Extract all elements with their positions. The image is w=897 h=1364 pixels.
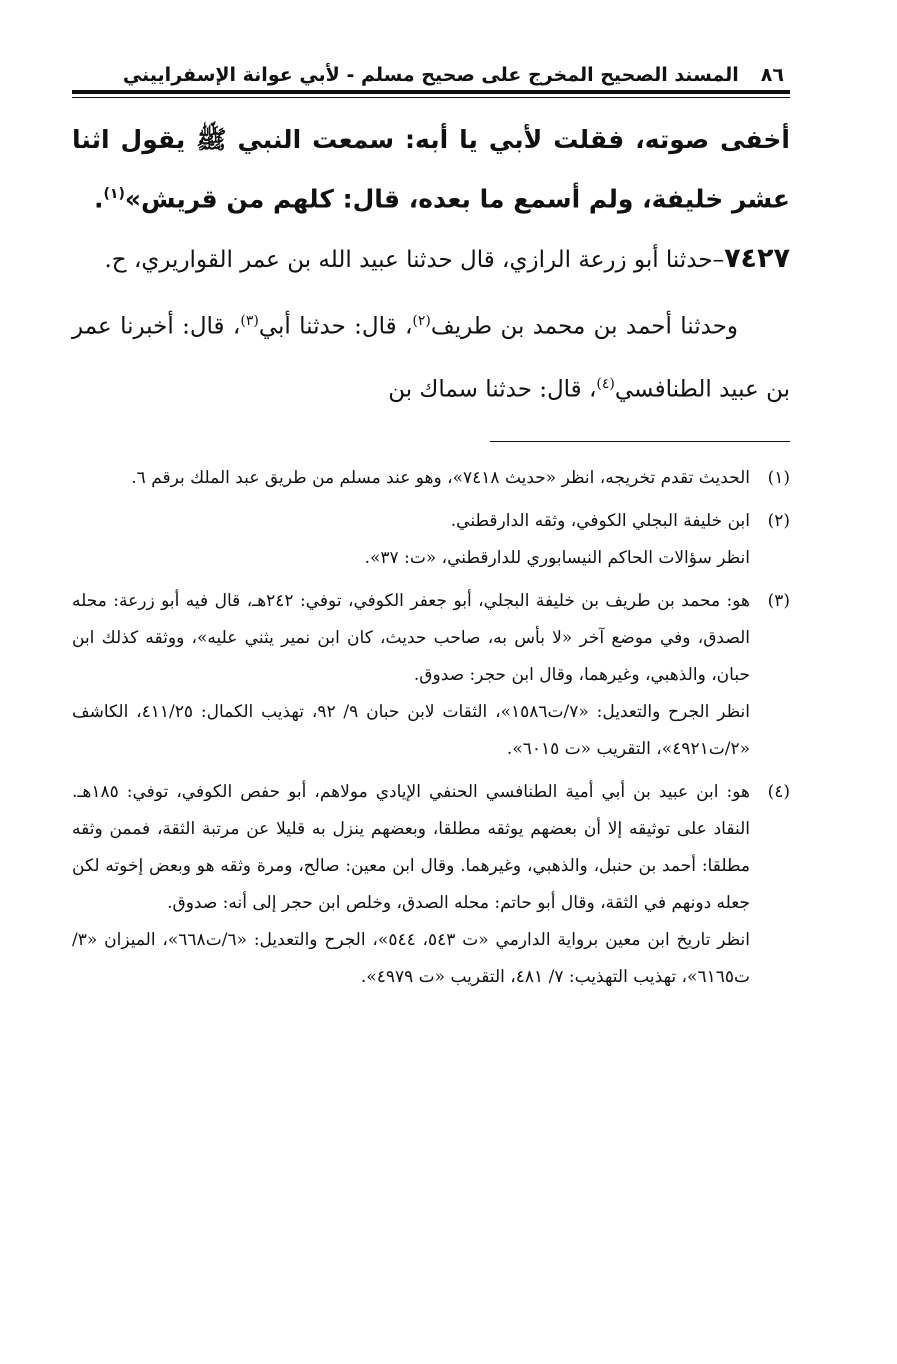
footnote-text: انظر تاريخ ابن معين برواية الدارمي «ت ٥٤٣، ٥٤٤»، الجرح والتعديل: «٦/ت٦٦٨»، الميزان «٣/ت٦١٦٥»، تهذيب التهذيب: ٧/ ٤٨١، التقريب «ت ٤٩٧٩». — [72, 929, 751, 987]
footnote-text: هو: محمد بن طريف بن خليفة البجلي، أبو جعفر الكوفي، توفي: ٢٤٢هـ، قال فيه أبو زرعة: محله الصدق، وفي موضع آخر «لا بأس به، صاحب حديث، كان ابن نمير يثني عليه»، ووثقه كذلك ابن حبان، والذهبي، وغيرهما، وقال ابن حجر: صدوق. — [72, 590, 750, 685]
book-title: المسند الصحيح المخرج على صحيح مسلم - لأبي عوانة الإسفراييني — [122, 64, 739, 86]
footnote-text: انظر الجرح والتعديل: «٧/ت١٥٨٦»، الثقات لابن حبان ٩/ ٩٢، تهذيب الكمال: ٤١١/٢٥، الكاشف «٢/ت٤٩٢١»، التقريب «ت ٦٠١٥». — [72, 701, 750, 759]
header-rule-thick — [72, 90, 790, 94]
main-text — [72, 112, 790, 419]
footnote — [72, 774, 790, 996]
footnote-ref-4: (٤) — [596, 375, 615, 392]
footnote-ref-3: (٣) — [240, 313, 259, 330]
footnote-ref-1: (١) — [103, 186, 125, 202]
footnote — [72, 503, 790, 577]
footnote — [72, 583, 790, 768]
footnotes — [72, 460, 790, 996]
hadith-continuation: أخفى صوته، فقلت لأبي يا أبه: سمعت النبي ﷺ يقول اثنا عشر خليفة، ولم أسمع ما بعده، قال: كلهم من قريش»$^{(١)}$. — [72, 125, 790, 214]
hadith-paragraph — [72, 230, 790, 289]
footnote-number: (٢) — [767, 510, 790, 531]
page-number: ٨٦ — [760, 64, 784, 86]
isnad-paragraph: وحدثنا أحمد بن محمد بن طريف$^{(٢)}$، قال: حدثنا أبي$^{(٣)}$، قال: أخبرنا عمر بن عبيد الطنافسي$^{(٤)}$، قال: حدثنا سماك بن — [72, 313, 790, 403]
footnote-number: (٣) — [767, 590, 790, 611]
footnote-ref-2: (٢) — [412, 313, 431, 330]
footnote-number: (١) — [767, 467, 790, 488]
footnote-text: انظر سؤالات الحاكم النيسابوري للدارقطني، «ت: ٣٧». — [364, 547, 750, 568]
header-rule-thin — [72, 97, 790, 98]
footnote-text: ابن خليفة البجلي الكوفي، وثقه الدارقطني. — [450, 510, 750, 531]
footnote-separator — [490, 441, 790, 442]
hadith-number: ٧٤٢٧ — [724, 243, 790, 275]
footnote-text: الحديث تقدم تخريجه، انظر «حديث ٧٤١٨»، وهو عند مسلم من طريق عبد الملك برقم ٦. — [131, 467, 750, 488]
footnote-text: هو: ابن عبيد بن أبي أمية الطنافسي الحنفي الإيادي مولاهم، أبو حفص الكوفي، توفي: ١٨٥هـ. النقاد على توثيقه إلا أن بعضهم يوثقه مطلقا، وبعضهم ينزل به قليلا عن مرتبة الثقة، فممن وثقه مطلقا: أحمد بن حنبل، والذهبي، وغيرهما. وقال ابن معين: صالح، ومرة وثقه هو وبعض إخوته لكن جعله دونهم في الثقة، وقال أبو حاتم: محله الصدق، وخلص ابن حجر إلى أنه: صدوق. — [72, 781, 751, 913]
running-header — [72, 52, 790, 86]
footnote-number: (٤) — [767, 781, 790, 802]
footnote — [72, 460, 790, 497]
hadith-text: –حدثنا أبو زرعة الرازي، قال حدثنا عبيد الله بن عمر القواريري، ح. — [104, 247, 725, 274]
book-page — [72, 52, 790, 1002]
